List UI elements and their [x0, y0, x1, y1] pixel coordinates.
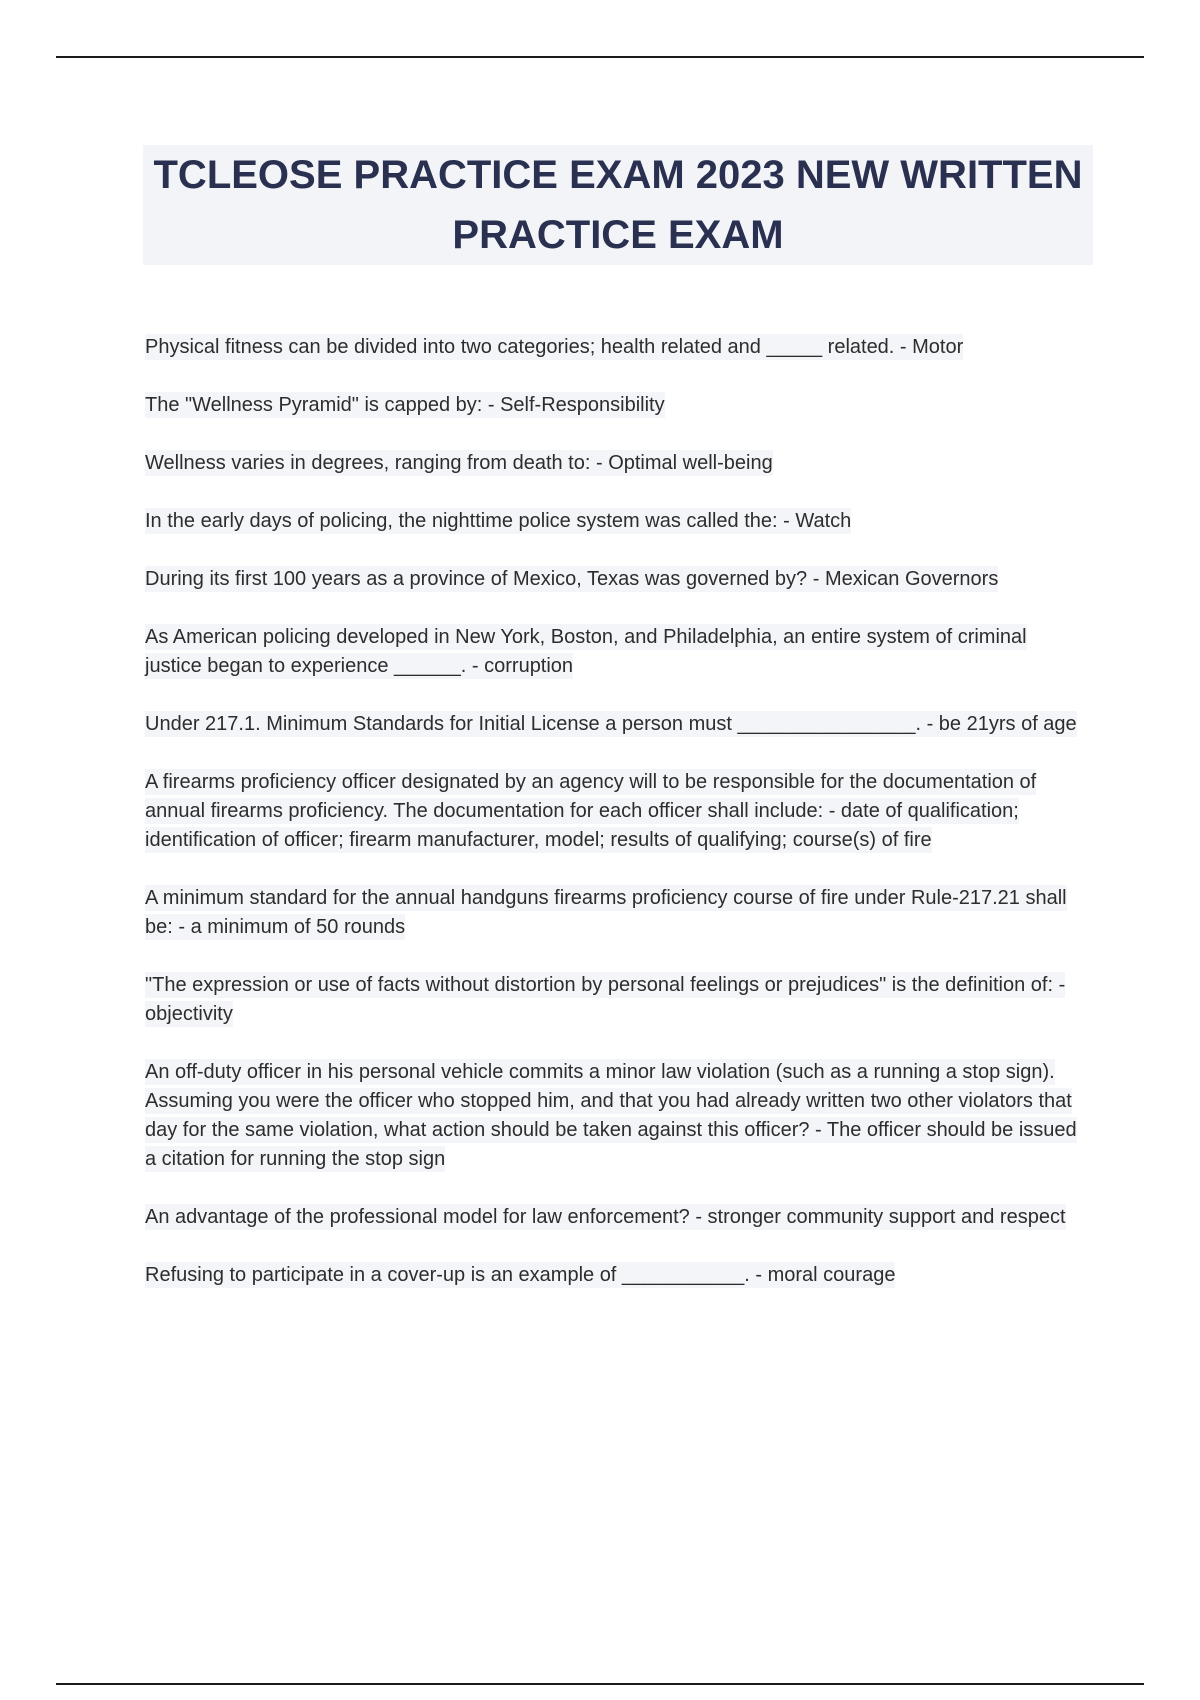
question-item — [145, 1261, 1085, 1290]
question-text: An advantage of the professional model for law enforcement? - stronger community support and respect — [145, 1206, 1066, 1228]
top-divider — [56, 56, 1144, 58]
question-item — [145, 623, 1085, 681]
question-text: During its first 100 years as a province of Mexico, Texas was governed by? - Mexican Governors — [145, 568, 999, 590]
question-text: A minimum standard for the annual handguns firearms proficiency course of fire under Rule-217.21 shall be: - a minimum of 50 rounds — [145, 887, 1067, 938]
question-item — [145, 391, 1085, 420]
bottom-divider — [56, 1683, 1144, 1685]
question-text: The "Wellness Pyramid" is capped by: - Self-Responsibility — [145, 394, 665, 416]
question-text: As American policing developed in New York, Boston, and Philadelphia, an entire system of criminal justice began to experience ______. - corruption — [145, 626, 1027, 677]
question-item — [145, 1203, 1085, 1232]
question-text: Physical fitness can be divided into two categories; health related and _____ related. - Motor — [145, 336, 964, 358]
question-item — [145, 565, 1085, 594]
question-item — [145, 884, 1085, 942]
question-item — [145, 1058, 1085, 1174]
question-text: Under 217.1. Minimum Standards for Initial License a person must ________________. - be 21yrs of age — [145, 713, 1077, 735]
question-text: Wellness varies in degrees, ranging from death to: - Optimal well-being — [145, 452, 773, 474]
question-item — [145, 768, 1085, 855]
question-item — [145, 333, 1085, 362]
title-banner — [143, 145, 1093, 265]
question-item — [145, 971, 1085, 1029]
question-text: An off-duty officer in his personal vehicle commits a minor law violation (such as a running a stop sign). Assuming you were the officer who stopped him, and that you had already written two other violators that day for the same violation, what action should be taken against this officer? - The officer should be issued a citation for running the stop sign — [145, 1061, 1077, 1170]
document-title: TCLEOSE PRACTICE EXAM 2023 NEW WRITTEN PRACTICE EXAM — [153, 153, 1083, 257]
question-text: In the early days of policing, the nighttime police system was called the: - Watch — [145, 510, 852, 532]
question-item — [145, 710, 1085, 739]
question-list — [145, 313, 1085, 1319]
question-text: Refusing to participate in a cover-up is an example of ___________. - moral courage — [145, 1264, 896, 1286]
question-item — [145, 449, 1085, 478]
question-text: "The expression or use of facts without distortion by personal feelings or prejudices" is the definition of: - objectivity — [145, 974, 1066, 1025]
question-text: A firearms proficiency officer designated by an agency will to be responsible for the documentation of annual firearms proficiency. The documentation for each officer shall include: - date of qualification; identification of officer; firearm manufacturer, model; results of qualifying; course(s) of fire — [145, 771, 1037, 851]
question-item — [145, 507, 1085, 536]
